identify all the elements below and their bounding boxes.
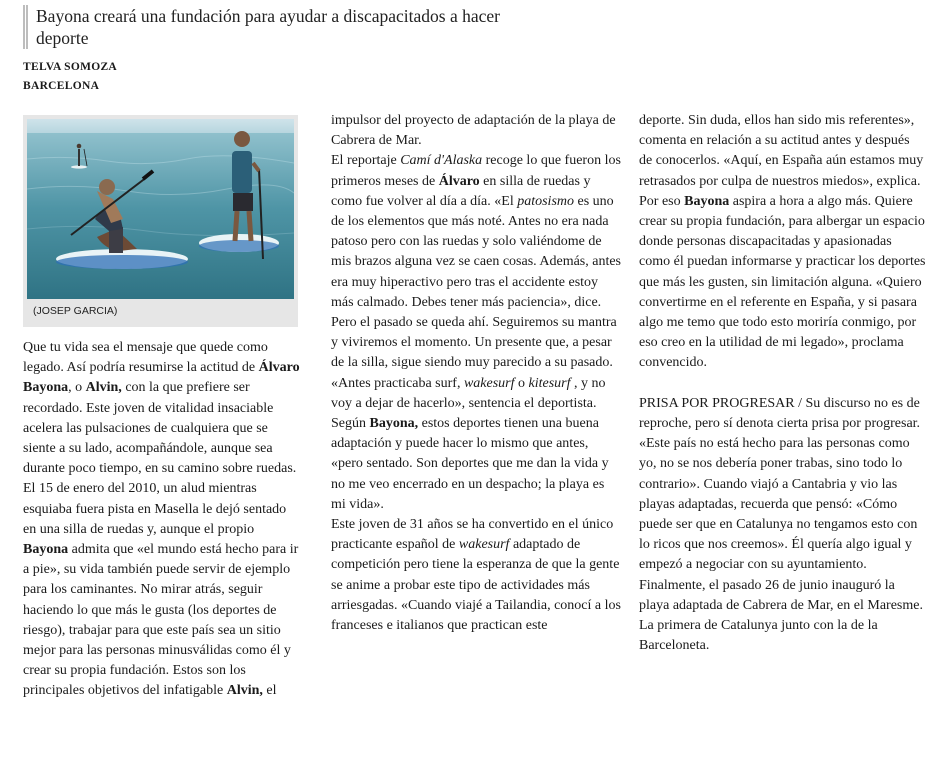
bold-text: Bayona [23,542,69,558]
text-run: recoge lo que fueron los primeros meses de [331,153,621,189]
text-run: Pero el pasado se queda ahí. Seguiremos su mantra y viviremos el momento. Un presente que, a pesar de la silla, sigue siendo muy parecido a su pasado. «Antes practicaba surf, [331,315,617,391]
text-run: en silla de ruedas y como fue volver al día a día. «El [331,173,591,209]
bold-text: Alvin, [226,683,263,699]
paragraph [331,111,621,151]
article-column-1 [23,338,301,702]
text-run: , o [68,380,86,396]
author-name: TELVA SOMOZA [23,61,118,73]
photo-caption: (JOSEP GARCIA) [33,305,118,317]
text-run: impulsor del proyecto de adaptación de la playa de Cabrera de Mar. [331,113,616,149]
paragraph-spacer [639,374,926,394]
bold-text: Alvin, [85,380,122,396]
bold-text: Álvaro [438,173,480,189]
text-run: admita que «el mundo está hecho para ir a pie», su vida también puede servir de ejemplo para los caminantes. No mirar atrás, seguir haciendo lo que más le gusta (los deportes de riesgo), trabajar para que este país sea un sitio mejor para las personas minusválidas como él y crear su propia fundación. Estos son los principales objetivos del infatigable [23,542,299,699]
text-run: estos deportes tienen una buena adaptación y puede hacer lo mismo que antes, «pero sentado. Son deportes que me dan la vida y no me veo encerrado en un despacho; la playa es mi vida». [331,416,609,512]
bold-text: Álvaro Bayona [23,360,300,396]
paddle-surf-photo [27,119,294,299]
paragraph [23,338,301,702]
text-run: Por eso [639,193,685,209]
italic-text: wakesurf [463,375,515,391]
text-run: deporte. Sin duda, ellos han sido mis referentes», comenta en relación a su actitud antes y después de conocerlos. «Aquí, en España aún estamos muy retrasados por culpa de nuestros miedos», explica. [639,113,924,189]
paragraph [331,313,621,515]
text-run: Este joven de 31 años se ha convertido en el único practicante español de [331,517,614,553]
text-run: PRISA POR PROGRESAR / Su discurso no es de reproche, pero sí denota cierta prisa por progresar. «Este país no está hecho para las personas como yo, no se nos debería poner trabas, sino todo lo contrario». Cuando viajó a Cantabria y vio las playas adaptadas, recuerda que pensó: «Cómo puede ser que en Catalunya no tengamos esto con lo ricos que nos creemos». Él quería algo igual y empezó a negociar con su ayuntamiento. Finalmente, el pasado 26 de junio inauguró la playa adaptada de Cabrera de Mar, en el Maresme. La primera de Catalunya junto con la de la Barceloneta. [639,395,923,654]
italic-text: Camí d'Alaska [400,153,483,169]
byline [23,58,117,96]
bold-text: Bayona [684,193,730,209]
dateline-location: BARCELONA [23,80,100,92]
italic-text: kitesurf [528,375,571,391]
text-run: El reportaje [331,153,401,169]
article-column-3 [639,111,926,656]
paragraph [639,192,926,374]
text-run: es uno de los elementos que más noté. Antes no era nada patoso pero con las ruedas y solo valiéndome de mis brazos alguna vez se caen cosas. Además, antes era muy hiperactivo pero tras el accidente estoy más calmado. Debes tener más paciencia», dice. [331,193,622,310]
article-subtitle: Bayona creará una fundación para ayudar a discapacitados a hacer deporte [23,5,506,49]
text-run: con la que prefiere ser recordado. Este joven de vitalidad insaciable acelera las pulsaciones de cualquiera que se siente a su lado, acompañándole, aunque sea durante poco tiempo, en su camino sobre ruedas. El 15 de enero del 2010, un alud mientras esquiaba fuera pista en Masella le dejó sentado en una silla de ruedas y, aunque el propio [23,380,297,537]
bold-text: Bayona, [369,416,419,432]
paragraph [331,151,621,313]
italic-text: wakesurf [458,537,510,553]
text-run: adaptado de competición pero tiene la esperanza de que la gente se anime a probar este tipo de actividades más arriesgadas. «Cuando viajé a Tailandia, conocí a los franceses e italianos que practican este [331,537,621,634]
paragraph [331,515,621,636]
text-run: el [262,683,277,699]
text-run: o [514,375,529,391]
italic-text: patosismo [517,193,575,209]
paragraph [639,394,926,657]
text-run: , y no voy a dejar de hacerlo», sentencia el deportista. Según [331,375,606,432]
text-run: Que tu vida sea el mensaje que quede como legado. Así podría resumirse la actitud de [23,340,268,376]
article-column-2 [331,111,621,636]
text-run: aspira a hora a algo más. Quiere crear su propia fundación, para albergar un espacio donde personas discapacitadas y apasionadas como él puedan informarse y practicar los deportes que más les gusten, sin limitación alguna. «Quiero convertirme en el referente en España, y si pasara algo me temo que todo esto moriría conmigo, por eso creo en la utilidad de mi legado», proclama convencido. [639,193,926,371]
paragraph [639,111,926,192]
article-photo [23,115,298,327]
